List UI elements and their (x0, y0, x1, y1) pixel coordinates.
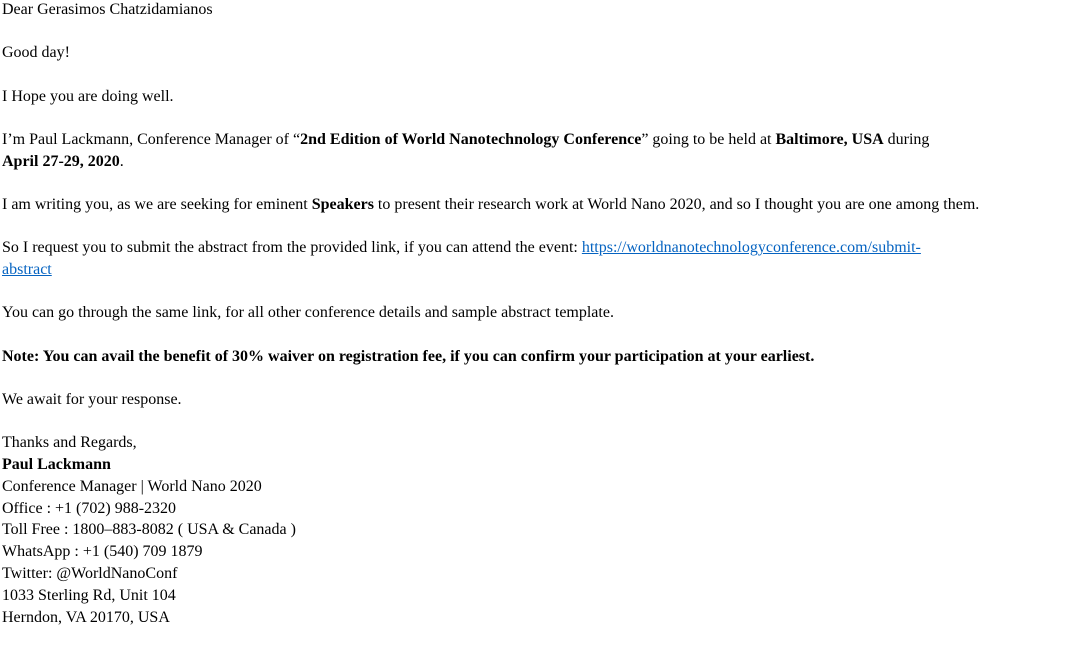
intro-paragraph (2, 129, 1084, 173)
office-phone: Office : +1 (702) 988-2320 (2, 499, 177, 517)
writing-paragraph (2, 194, 1084, 216)
signature-name-line (2, 454, 1084, 476)
link-text-part2: abstract (2, 261, 52, 279)
address-line-1: 1033 Sterling Rd, Unit 104 (2, 586, 176, 604)
signature-title: Conference Manager | World Nano 2020 (2, 477, 262, 495)
event-location: Baltimore, USA (775, 130, 884, 148)
same-link-line: You can go through the same link, for all other conference details and sample abstract template. (2, 304, 614, 322)
intro-text-2: ” going to be held at (641, 130, 776, 148)
address-line-2: Herndon, VA 20170, USA (2, 608, 170, 626)
signature-block (2, 432, 1084, 628)
link-text-part1: https://worldnanotechnologyconference.com/submit- (581, 239, 921, 257)
intro-text-3: during (883, 130, 930, 148)
writing-text-2: to present their research work at World Nano 2020, and so I thought you are one among them. (373, 195, 980, 213)
signature-name: Paul Lackmann (2, 456, 111, 474)
hope-line: I Hope you are doing well. (2, 87, 174, 105)
toll-free-phone: Toll Free : 1800–883-8082 ( USA & Canada ) (2, 521, 296, 539)
greeting: Dear Gerasimos Chatzidamianos (2, 1, 213, 18)
note-line (2, 346, 1084, 368)
conference-name: 2nd Edition of World Nanotechnology Conference (300, 130, 642, 148)
await-line: We await for your response. (2, 390, 182, 408)
good-day-line: Good day! (2, 44, 70, 62)
whatsapp-phone: WhatsApp : +1 (540) 709 1879 (2, 543, 203, 561)
speakers-highlight: Speakers (311, 195, 374, 213)
intro-text-1: I’m Paul Lackmann, Conference Manager of “ (2, 130, 301, 148)
request-paragraph (2, 237, 1084, 281)
twitter-handle: Twitter: @WorldNanoConf (2, 565, 178, 583)
writing-text-1: I am writing you, as we are seeking for eminent (2, 195, 312, 213)
note-text: Note: You can avail the benefit of 30% waiver on registration fee, if you can confirm your participation at your earliest. (2, 347, 815, 365)
event-dates: April 27-29, 2020 (2, 152, 120, 170)
intro-text-4: . (119, 152, 124, 170)
request-text: So I request you to submit the abstract from the provided link, if you can attend the event: (2, 239, 582, 257)
closing-line: Thanks and Regards, (2, 434, 137, 452)
